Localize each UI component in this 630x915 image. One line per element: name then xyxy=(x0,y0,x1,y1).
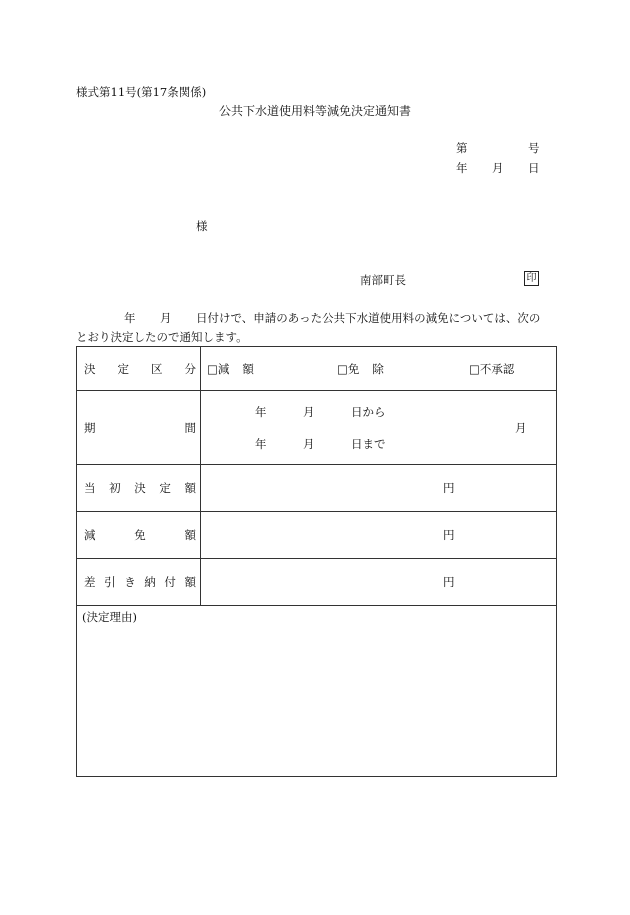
label-char: 区 xyxy=(151,361,163,376)
date-day: 日 xyxy=(528,161,540,175)
decision-table xyxy=(76,346,557,777)
checkbox-icon: □ xyxy=(337,362,348,376)
yen-unit: 円 xyxy=(443,481,455,495)
reason-label: (決定理由) xyxy=(82,610,137,624)
label-char: 納 xyxy=(144,575,156,589)
label-char: 初 xyxy=(109,481,121,495)
initial-amount-field[interactable] xyxy=(201,465,557,512)
label-period xyxy=(77,391,201,465)
label-char: 減 xyxy=(84,528,96,542)
row-net-payment xyxy=(77,559,557,606)
seal-label: 印 xyxy=(526,273,537,284)
from-day: 日から xyxy=(351,405,386,419)
label-char: 決 xyxy=(84,361,96,376)
row-decision-type xyxy=(77,347,557,391)
label-char: 引 xyxy=(104,575,116,589)
to-year: 年 xyxy=(255,437,267,451)
net-payment-field[interactable] xyxy=(201,559,557,606)
doc-number-suffix: 号 xyxy=(528,141,540,155)
issuer-name: 南部町長 xyxy=(360,273,406,287)
label-char: 額 xyxy=(184,575,196,589)
label-char: 決 xyxy=(134,481,146,495)
date-month: 月 xyxy=(492,161,504,175)
period-content xyxy=(201,391,557,465)
body-text-line2: とおり決定したので通知します。 xyxy=(76,330,248,344)
decision-options xyxy=(201,347,557,391)
checkbox-icon: □ xyxy=(207,362,218,376)
label-char: 分 xyxy=(184,361,196,376)
option-char: 除 xyxy=(372,362,384,376)
label-char: 免 xyxy=(134,528,146,542)
row-reduction-amount xyxy=(77,512,557,559)
option-char: 減 xyxy=(217,362,230,376)
label-char: 当 xyxy=(84,481,96,495)
document-title: 公共下水道使用料等減免決定通知書 xyxy=(219,104,412,118)
to-month: 月 xyxy=(303,437,315,451)
label-reduction-amount xyxy=(77,512,201,559)
label-char: 付 xyxy=(164,575,176,589)
option-char: 免 xyxy=(347,362,360,376)
label-char: 定 xyxy=(159,481,171,495)
to-day: 日まで xyxy=(351,437,386,451)
label-char: 間 xyxy=(184,420,196,435)
reason-field[interactable] xyxy=(77,606,557,777)
body-month: 月 xyxy=(160,311,172,325)
seal-mark xyxy=(524,271,539,286)
date-year: 年 xyxy=(456,161,468,175)
period-months: 月 xyxy=(515,421,527,435)
row-reason xyxy=(77,606,557,777)
addressee-honorific: 様 xyxy=(196,219,208,233)
doc-number-prefix: 第 xyxy=(456,141,468,155)
label-net-payment xyxy=(77,559,201,606)
label-initial-amount xyxy=(77,465,201,512)
from-month: 月 xyxy=(303,405,315,419)
label-char: 差 xyxy=(84,575,96,589)
label-char: 定 xyxy=(117,361,129,376)
option-exemption-checkbox[interactable] xyxy=(337,362,384,376)
row-period xyxy=(77,391,557,465)
reduction-amount-field[interactable] xyxy=(201,512,557,559)
label-char: 額 xyxy=(184,481,196,495)
label-decision-type xyxy=(77,347,201,391)
from-year: 年 xyxy=(255,405,267,419)
yen-unit: 円 xyxy=(443,575,455,589)
form-number: 様式第11号(第17条関係) xyxy=(76,85,207,99)
body-year: 年 xyxy=(124,311,136,325)
option-char: 額 xyxy=(242,362,254,376)
label-char: 期 xyxy=(84,420,96,435)
option-reduction-checkbox[interactable] xyxy=(207,362,254,376)
row-initial-amount xyxy=(77,465,557,512)
yen-unit: 円 xyxy=(443,528,455,542)
label-char: 額 xyxy=(184,528,196,542)
option-not-approved-checkbox[interactable]: □不承認 xyxy=(469,362,515,376)
label-char: き xyxy=(124,575,136,589)
body-text-line1: 日付けで、申請のあった公共下水道使用料の減免については、次の xyxy=(196,311,541,325)
